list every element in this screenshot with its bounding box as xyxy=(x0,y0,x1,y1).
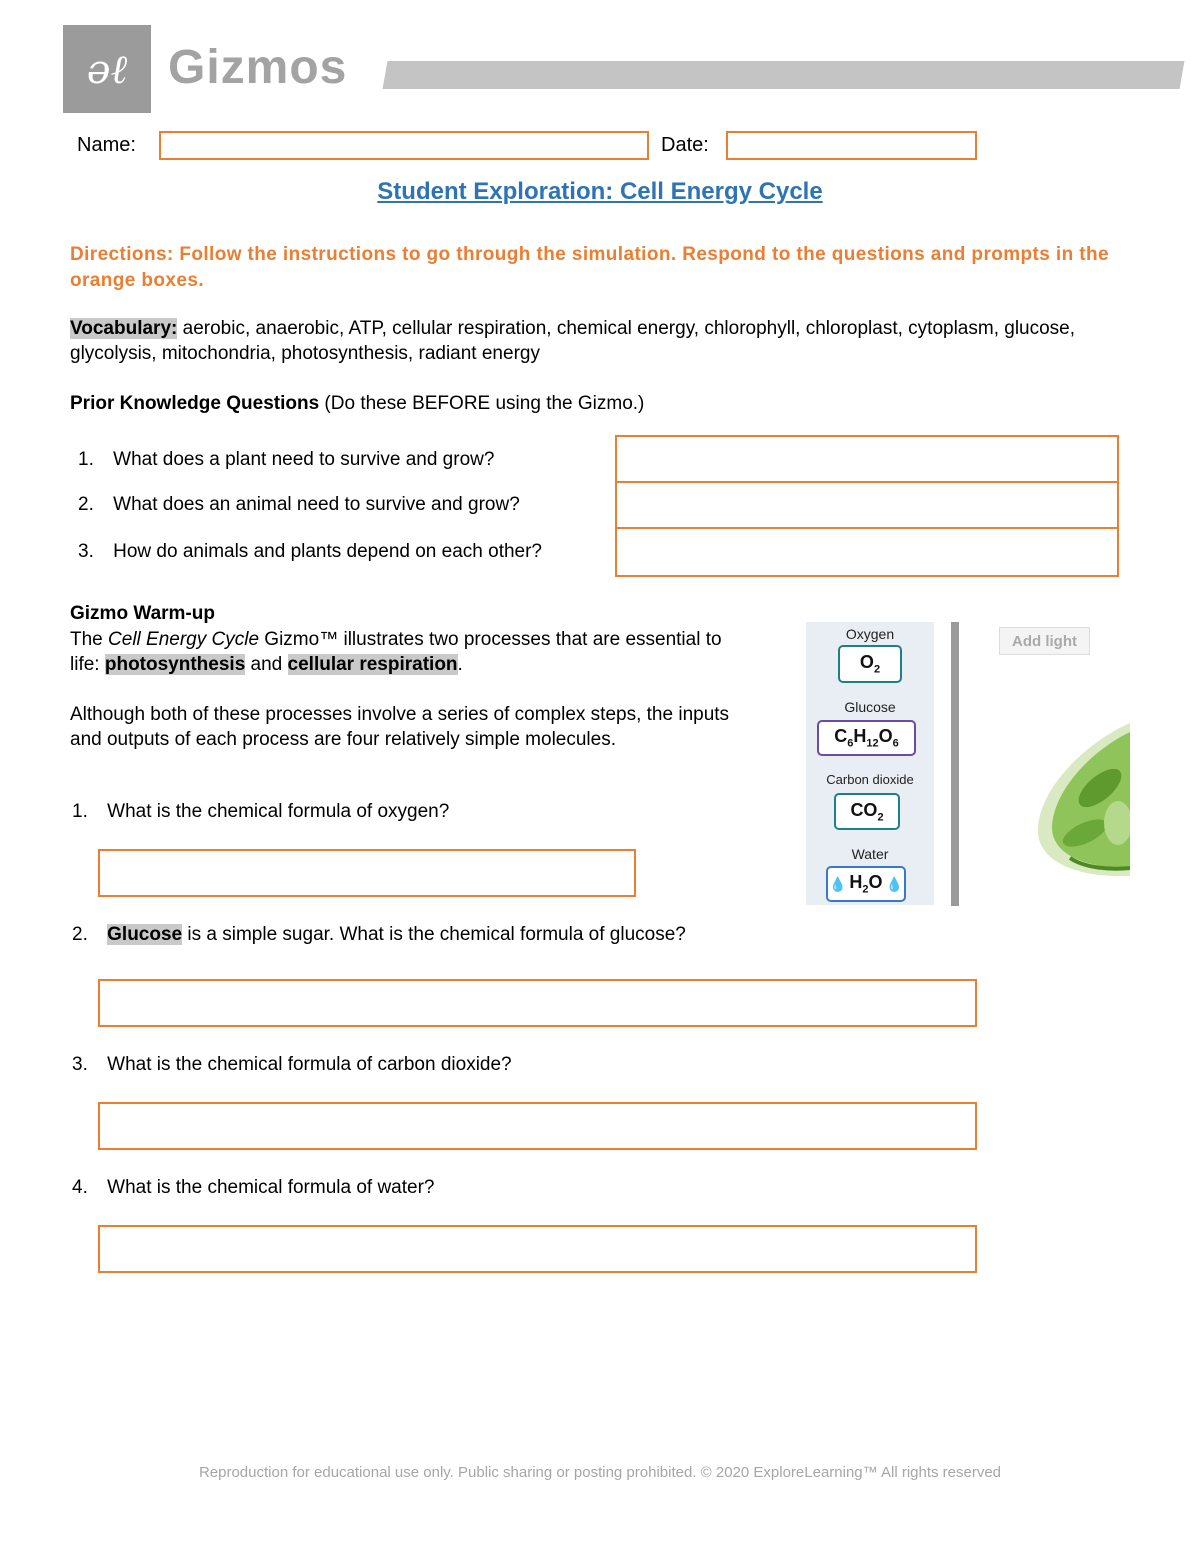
add-light-button[interactable]: Add light xyxy=(999,627,1090,655)
directions-text: Directions: Follow the instructions to go through the simulation. Respond to the questions and prompts in the orange boxes. xyxy=(70,244,1109,291)
question-number: 2. xyxy=(78,494,94,515)
term-glucose: Glucose xyxy=(107,924,183,945)
oxygen-chip[interactable] xyxy=(838,645,902,683)
header-divider-bar xyxy=(383,61,1185,89)
warmup-answer-2[interactable] xyxy=(98,979,977,1027)
plant-cell-illustration xyxy=(1030,718,1130,883)
question-text: How do animals and plants depend on each other? xyxy=(113,541,542,562)
formula-element: O xyxy=(859,652,874,673)
warmup-paragraph-1 xyxy=(70,627,730,677)
gizmo-molecule-panel xyxy=(806,622,934,905)
formula-subscript: 2 xyxy=(877,811,884,824)
water-label: Water xyxy=(851,846,889,862)
prior-question-2 xyxy=(78,494,520,516)
name-field[interactable] xyxy=(159,131,649,160)
glucose-label: Glucose xyxy=(844,699,896,715)
gizmos-logo xyxy=(63,25,151,113)
prior-answer-1[interactable] xyxy=(615,435,1119,483)
question-text: What does an animal need to survive and grow? xyxy=(113,494,520,515)
question-number: 1. xyxy=(72,801,88,822)
question-number: 4. xyxy=(72,1177,88,1198)
warmup-text: and xyxy=(245,654,288,675)
explorelearning-logo-icon: ǝℓ xyxy=(86,46,128,93)
warmup-answer-1[interactable] xyxy=(98,849,636,897)
prior-knowledge-note: (Do these BEFORE using the Gizmo.) xyxy=(319,393,645,414)
name-label: Name: xyxy=(77,134,136,156)
question-text: is a simple sugar. What is the chemical formula of glucose? xyxy=(182,924,686,945)
vocabulary-label: Vocabulary: xyxy=(70,318,178,339)
warmup-answer-4[interactable] xyxy=(98,1225,977,1273)
gizmo-panel-divider xyxy=(951,622,959,906)
water-drop-icon: 💧 xyxy=(885,875,903,892)
question-text: What does a plant need to survive and grow? xyxy=(113,449,495,470)
date-field[interactable] xyxy=(726,131,977,160)
warmup-text: Gizmo™ illustrates two processes that are essential to life: xyxy=(70,629,722,675)
prior-question-1 xyxy=(78,449,494,471)
page-title: Student Exploration: Cell Energy Cycle xyxy=(377,178,823,205)
question-text: What is the chemical formula of carbon dioxide? xyxy=(107,1054,512,1075)
question-text: What is the chemical formula of oxygen? xyxy=(107,801,450,822)
water-drop-icon: 💧 xyxy=(828,875,847,892)
date-label: Date: xyxy=(661,134,709,156)
glucose-formula: $C_6H_{12}O_6$ xyxy=(834,726,899,750)
prior-knowledge-heading xyxy=(70,393,644,415)
question-number: 3. xyxy=(72,1054,88,1075)
prior-answer-2[interactable] xyxy=(615,481,1119,529)
carbon-dioxide-label: Carbon dioxide xyxy=(826,772,914,787)
warmup-question-1 xyxy=(72,801,449,823)
prior-knowledge-title: Prior Knowledge Questions xyxy=(70,393,320,414)
question-number: 2. xyxy=(72,924,88,945)
warmup-question-4 xyxy=(72,1177,435,1199)
oxygen-label: Oxygen xyxy=(845,626,895,642)
question-number: 3. xyxy=(78,541,94,562)
warmup-question-3 xyxy=(72,1054,512,1076)
term-photosynthesis: photosynthesis xyxy=(104,654,246,675)
prior-answer-3[interactable] xyxy=(615,527,1119,577)
question-number: 1. xyxy=(78,449,94,470)
carbon-dioxide-formula xyxy=(850,800,883,824)
warmup-answer-3[interactable] xyxy=(98,1102,977,1150)
water-chip[interactable] xyxy=(826,866,906,902)
brand-name: Gizmos xyxy=(168,41,348,94)
warmup-text: The xyxy=(70,629,109,650)
term-cellular-respiration: cellular respiration xyxy=(287,654,458,675)
formula-subscript: 2 xyxy=(873,663,881,676)
carbon-dioxide-chip[interactable] xyxy=(834,793,900,830)
water-formula: $H_2O$ xyxy=(849,872,883,896)
prior-question-3 xyxy=(78,541,542,563)
vocabulary-paragraph xyxy=(70,316,1150,366)
footer-copyright: Reproduction for educational use only. Public sharing or posting prohibited. © 2020 ExploreLearning™ All rights reserved xyxy=(198,1464,1002,1481)
warmup-text: . xyxy=(457,654,463,675)
question-text: What is the chemical formula of water? xyxy=(107,1177,435,1198)
warmup-question-2 xyxy=(72,924,686,946)
glucose-chip[interactable] xyxy=(817,720,916,756)
gizmo-name: Cell Energy Cycle xyxy=(108,629,260,650)
formula-element: CO xyxy=(850,799,878,820)
vocabulary-list: aerobic, anaerobic, ATP, cellular respiration, chemical energy, chlorophyll, chloroplast, cytoplasm, glucose, glycolysis, mitochondria, photosynthesis, radiant energy xyxy=(70,318,1076,364)
oxygen-formula xyxy=(860,652,880,676)
warmup-paragraph-2: Although both of these processes involve a series of complex steps, the inputs and outputs of each process are four relatively simple molecules. xyxy=(70,704,730,750)
warmup-heading: Gizmo Warm-up xyxy=(70,603,215,624)
